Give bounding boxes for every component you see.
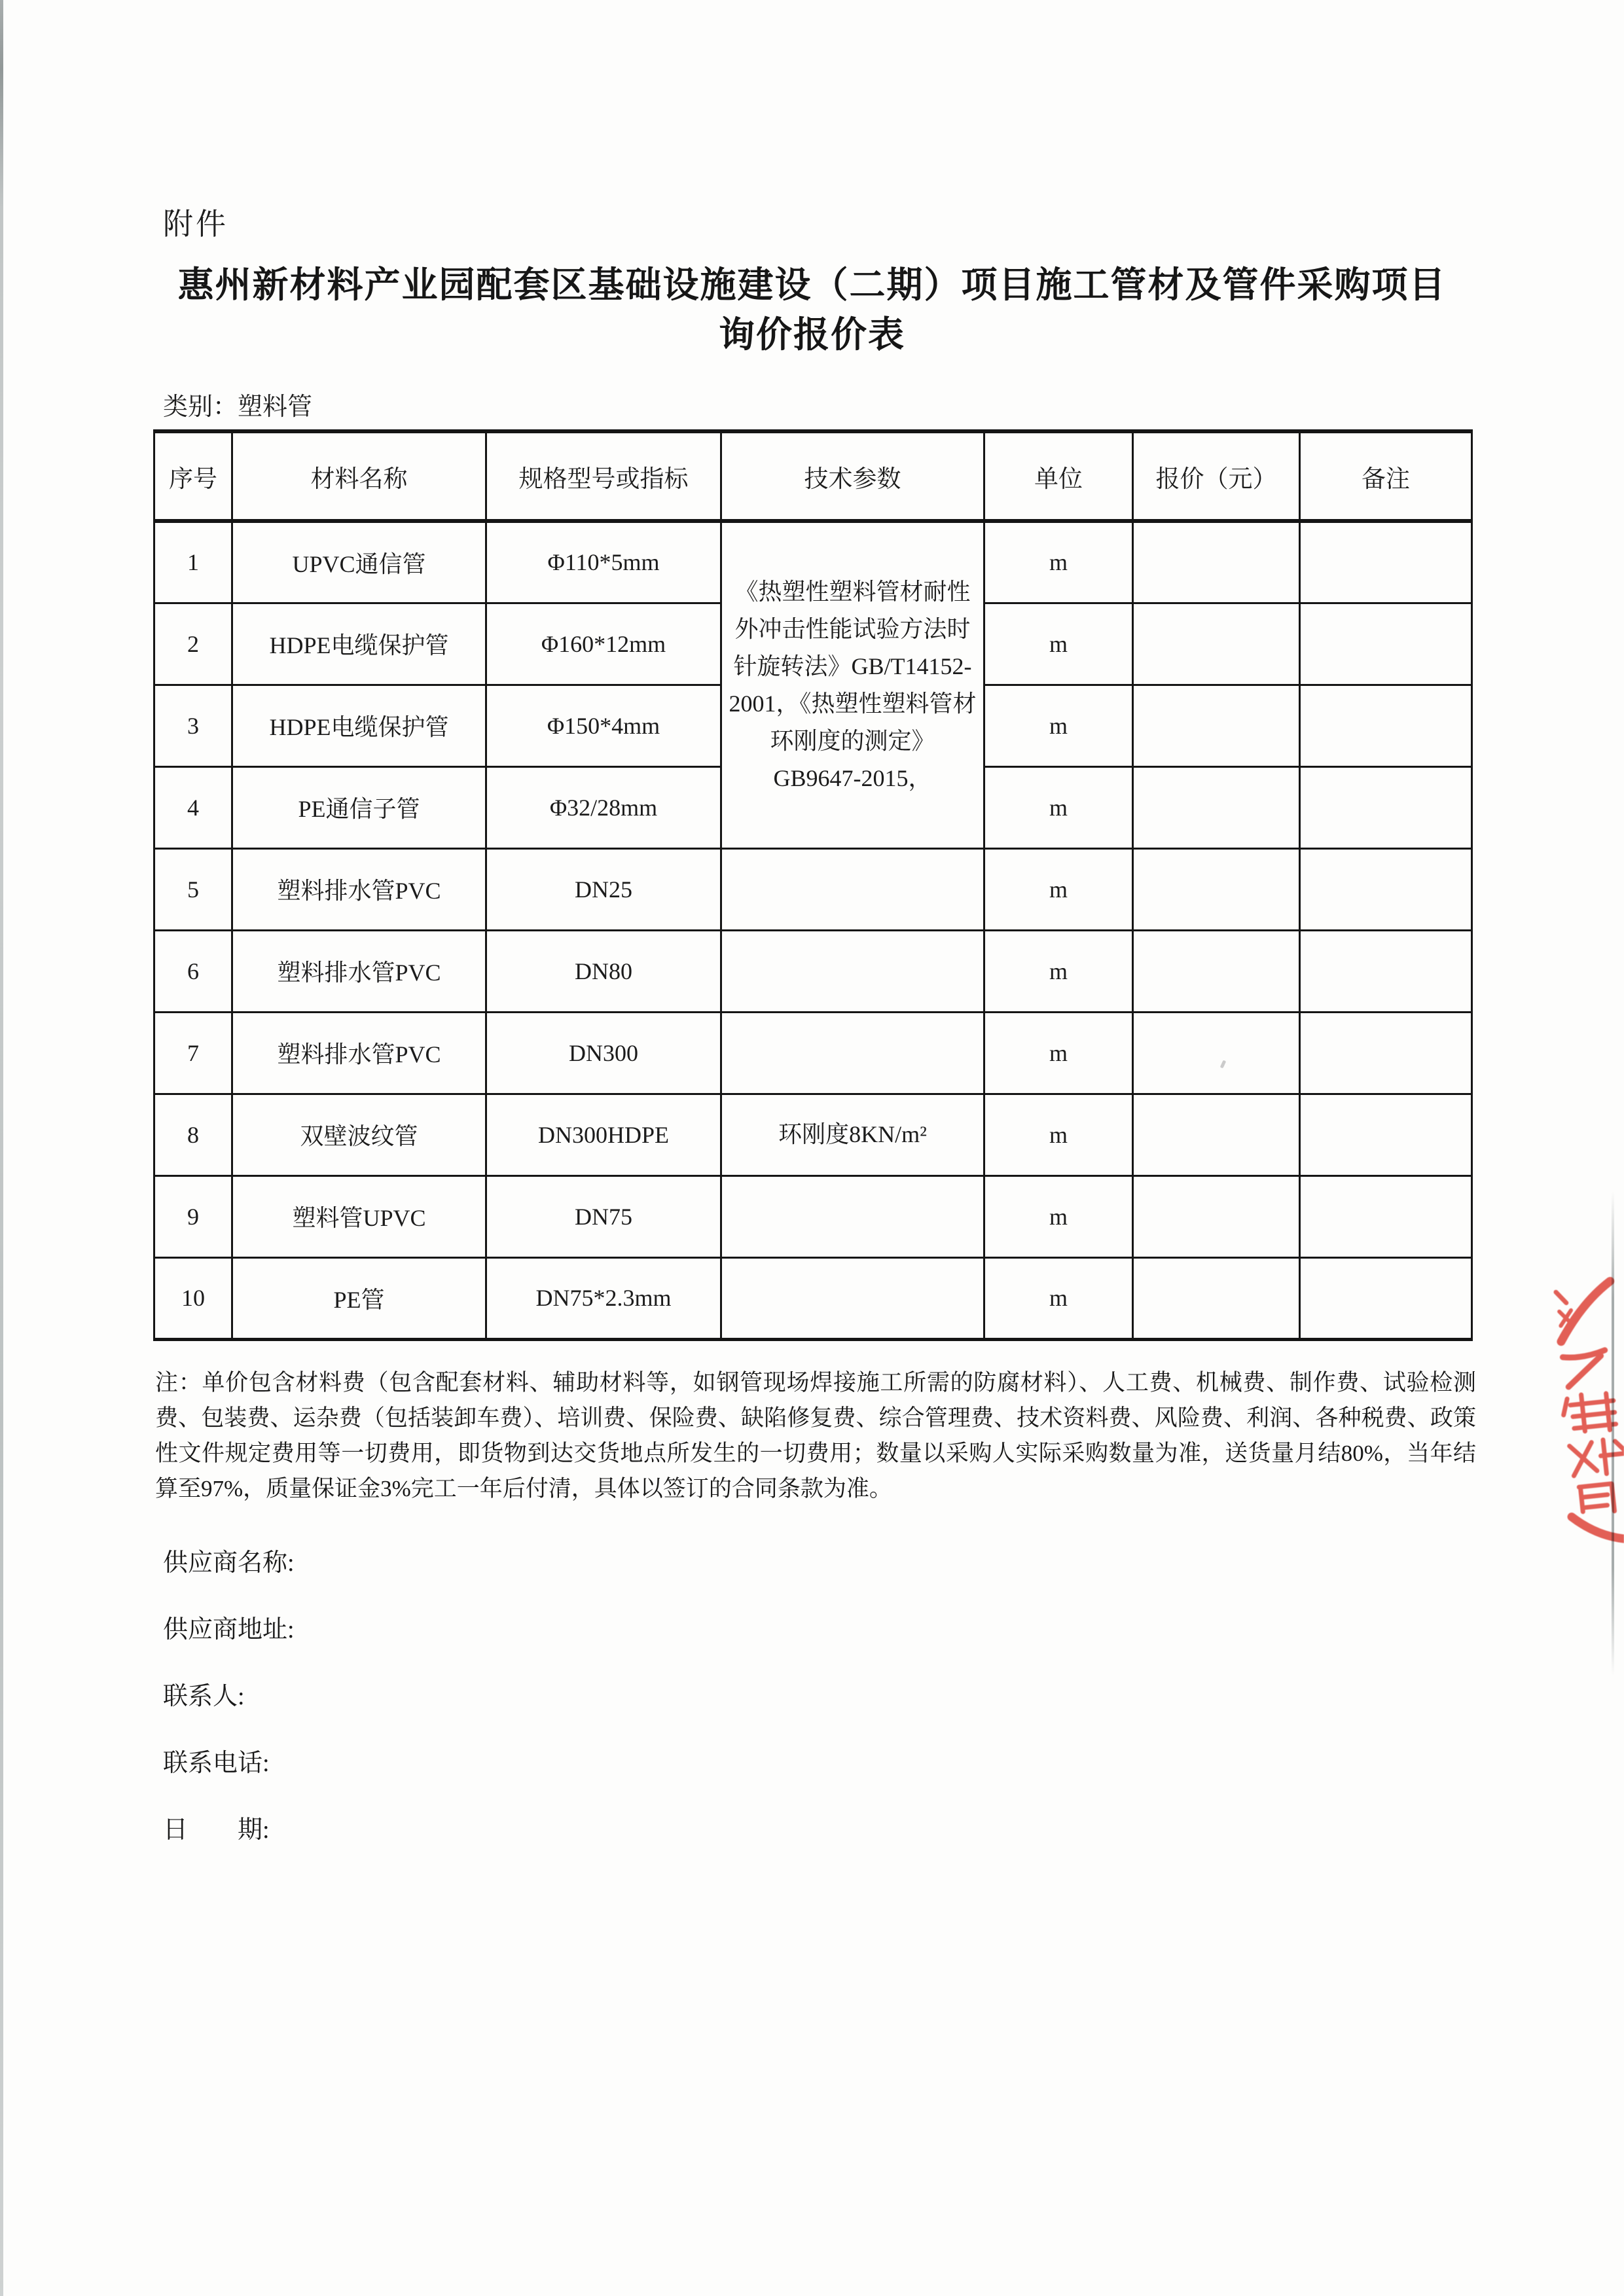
cell-material-name: UPVC通信管 xyxy=(232,521,486,603)
cell-tech-params xyxy=(721,848,984,930)
cell-no: 3 xyxy=(154,685,232,766)
cell-unit: m xyxy=(984,766,1133,848)
cell-material-name: 塑料管UPVC xyxy=(232,1175,486,1257)
cell-material-name: HDPE电缆保护管 xyxy=(232,685,486,766)
cell-spec: DN75*2.3mm xyxy=(486,1257,721,1339)
document-title xyxy=(79,260,1545,360)
cell-remark xyxy=(1300,1012,1472,1094)
cell-price xyxy=(1133,1012,1300,1094)
cell-spec: DN25 xyxy=(486,848,721,930)
cell-unit: m xyxy=(984,521,1133,603)
cell-material-name: 塑料排水管PVC xyxy=(232,930,486,1012)
note-text: 注：单价包含材料费（包含配套材料、辅助材料等，如钢管现场焊接施工所需的防腐材料）、人工费、机械费、制作费、试验检测费、包装费、运杂费（包括装卸车费）、培训费、保险费、缺陷修复费、综合管理费、技术资料费、风险费、利润、各种税费、政策性文件规定费用等一切费用，即货物到达交货地点所发生的一切费用；数量以采购人实际采购数量为准，送货量月结80%，当年结算至97%，质量保证金3%完工一年后付清，具体以签订的合同条款为准。 xyxy=(155,1370,1476,1501)
column-header: 规格型号或指标 xyxy=(486,431,721,521)
column-header: 报价（元） xyxy=(1133,431,1300,521)
date-label: 日 期: xyxy=(163,1816,270,1844)
cell-price xyxy=(1133,1094,1300,1175)
cell-no: 10 xyxy=(154,1257,232,1339)
column-header: 材料名称 xyxy=(232,431,486,521)
cell-unit: m xyxy=(984,603,1133,685)
cell-unit: m xyxy=(984,1094,1133,1175)
scan-edge-left xyxy=(0,0,3,2296)
quotation-table xyxy=(153,429,1473,1341)
table-row xyxy=(154,1012,1472,1094)
cell-no: 8 xyxy=(154,1094,232,1175)
table-row xyxy=(154,930,1472,1012)
cell-price xyxy=(1133,930,1300,1012)
cell-remark xyxy=(1300,1094,1472,1175)
column-header: 备注 xyxy=(1300,431,1472,521)
cell-material-name: 双壁波纹管 xyxy=(232,1094,486,1175)
cell-price xyxy=(1133,685,1300,766)
table-row xyxy=(154,1175,1472,1257)
cell-spec: DN300 xyxy=(486,1012,721,1094)
cell-no: 7 xyxy=(154,1012,232,1094)
cell-price xyxy=(1133,1257,1300,1339)
cell-remark xyxy=(1300,1175,1472,1257)
cell-remark xyxy=(1300,1257,1472,1339)
cell-unit: m xyxy=(984,848,1133,930)
contact-person-label: 联系人: xyxy=(163,1683,245,1710)
cell-material-name: HDPE电缆保护管 xyxy=(232,603,486,685)
supplier-name-label: 供应商名称: xyxy=(163,1549,295,1577)
column-header: 序号 xyxy=(154,431,232,521)
cell-remark xyxy=(1300,521,1472,603)
cell-tech-params: 环刚度8KN/m² xyxy=(721,1094,984,1175)
cell-spec: DN75 xyxy=(486,1175,721,1257)
cell-price xyxy=(1133,521,1300,603)
cell-material-name: PE管 xyxy=(232,1257,486,1339)
cell-unit: m xyxy=(984,1012,1133,1094)
cell-tech-params xyxy=(721,1175,984,1257)
category-label: 类别：塑料管 xyxy=(163,393,313,421)
cell-material-name: 塑料排水管PVC xyxy=(232,848,486,930)
table-row xyxy=(154,521,1472,603)
cell-tech-params xyxy=(721,1257,984,1339)
cell-no: 5 xyxy=(154,848,232,930)
title-line-2: 询价报价表 xyxy=(718,315,905,355)
cell-remark xyxy=(1300,766,1472,848)
supplier-address-label: 供应商地址: xyxy=(163,1616,295,1643)
red-seal-stamp xyxy=(1549,1275,1624,1558)
column-header: 单位 xyxy=(984,431,1133,521)
table-row xyxy=(154,1257,1472,1339)
cell-material-name: PE通信子管 xyxy=(232,766,486,848)
cell-spec: DN300HDPE xyxy=(486,1094,721,1175)
cell-remark xyxy=(1300,930,1472,1012)
contact-phone-label: 联系电话: xyxy=(163,1749,270,1777)
cell-tech-params xyxy=(721,930,984,1012)
table-header-row xyxy=(154,431,1472,521)
quote-table-body xyxy=(154,521,1472,1339)
cell-no: 9 xyxy=(154,1175,232,1257)
cell-no: 6 xyxy=(154,930,232,1012)
column-header: 技术参数 xyxy=(721,431,984,521)
cell-price xyxy=(1133,603,1300,685)
cell-no: 2 xyxy=(154,603,232,685)
cell-remark xyxy=(1300,685,1472,766)
cell-price xyxy=(1133,1175,1300,1257)
cell-remark xyxy=(1300,603,1472,685)
attachment-label: 附件 xyxy=(163,207,228,241)
cell-remark xyxy=(1300,848,1472,930)
cell-unit: m xyxy=(984,685,1133,766)
table-row xyxy=(154,1094,1472,1175)
cell-unit: m xyxy=(984,930,1133,1012)
cell-tech-params-merged: 《热塑性塑料管材耐性外冲击性能试验方法时针旋转法》GB/T14152-2001，《热塑性塑料管材环刚度的测定》GB9647-2015， xyxy=(721,521,984,848)
title-line-1: 惠州新材料产业园配套区基础设施建设（二期）项目施工管材及管件采购项目 xyxy=(177,265,1447,305)
cell-price xyxy=(1133,766,1300,848)
cell-spec: DN80 xyxy=(486,930,721,1012)
cell-tech-params xyxy=(721,1012,984,1094)
cell-material-name: 塑料排水管PVC xyxy=(232,1012,486,1094)
cell-no: 1 xyxy=(154,521,232,603)
cell-no: 4 xyxy=(154,766,232,848)
cell-unit: m xyxy=(984,1257,1133,1339)
cell-spec: Φ160*12mm xyxy=(486,603,721,685)
cell-unit: m xyxy=(984,1175,1133,1257)
cell-spec: Φ110*5mm xyxy=(486,521,721,603)
cell-spec: Φ150*4mm xyxy=(486,685,721,766)
table-row xyxy=(154,848,1472,930)
cell-price xyxy=(1133,848,1300,930)
cell-spec: Φ32/28mm xyxy=(486,766,721,848)
